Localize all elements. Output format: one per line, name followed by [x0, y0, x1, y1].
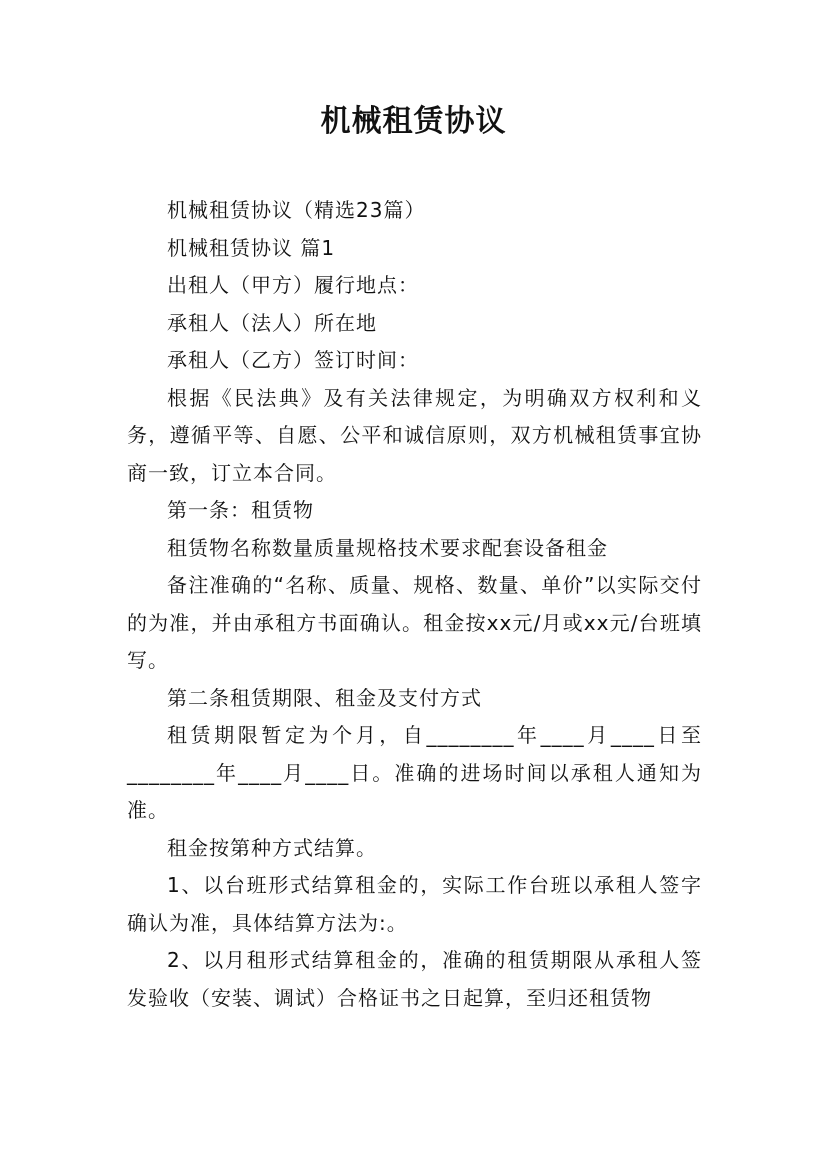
paragraph-remarks: 备注准确的“名称、质量、规格、数量、单价”以实际交付的为准，并由承租方书面确认。租金按xx元/月或xx元/台班填写。 [127, 573, 702, 672]
paragraph-lessee-sign-time: 承租人（乙方）签订时间： [167, 348, 419, 372]
paragraph-settlement: 租金按第种方式结算。 [167, 835, 377, 860]
paragraph-article-1: 第一条：租赁物 [167, 498, 314, 522]
paragraph-section-heading: 机械租赁协议 篇1 [167, 235, 336, 260]
paragraph-lessor: 出租人（甲方）履行地点： [167, 273, 419, 297]
paragraph-settlement-2: 2、以月租形式结算租金的，准确的租赁期限从承租人签发验收（安装、调试）合格证书之日起算，至归还租赁物 [127, 948, 702, 1010]
paragraph-preamble: 根据《民法典》及有关法律规定，为明确双方权利和义务，遵循平等、自愿、公平和诚信原则，双方机械租赁事宜协商一致，订立本合同。 [127, 385, 702, 485]
paragraph-settlement-1: 1、以台班形式结算租金的，实际工作台班以承租人签字确认为准，具体结算方法为:。 [127, 873, 702, 935]
document-body [127, 192, 702, 1017]
paragraph-lease-term: 租赁期限暂定为个月，自________年____月____日至________年____月____日。准确的进场时间以承租人通知为准。 [127, 723, 702, 822]
paragraph-lease-items: 租赁物名称数量质量规格技术要求配套设备租金 [167, 535, 608, 560]
paragraph-lessee-location: 承租人（法人）所在地 [167, 310, 377, 335]
paragraph-subtitle: 机械租赁协议（精选23篇） [167, 198, 426, 222]
paragraph-article-2: 第二条租赁期限、租金及支付方式 [167, 685, 482, 710]
document-title: 机械租赁协议 [320, 104, 507, 139]
